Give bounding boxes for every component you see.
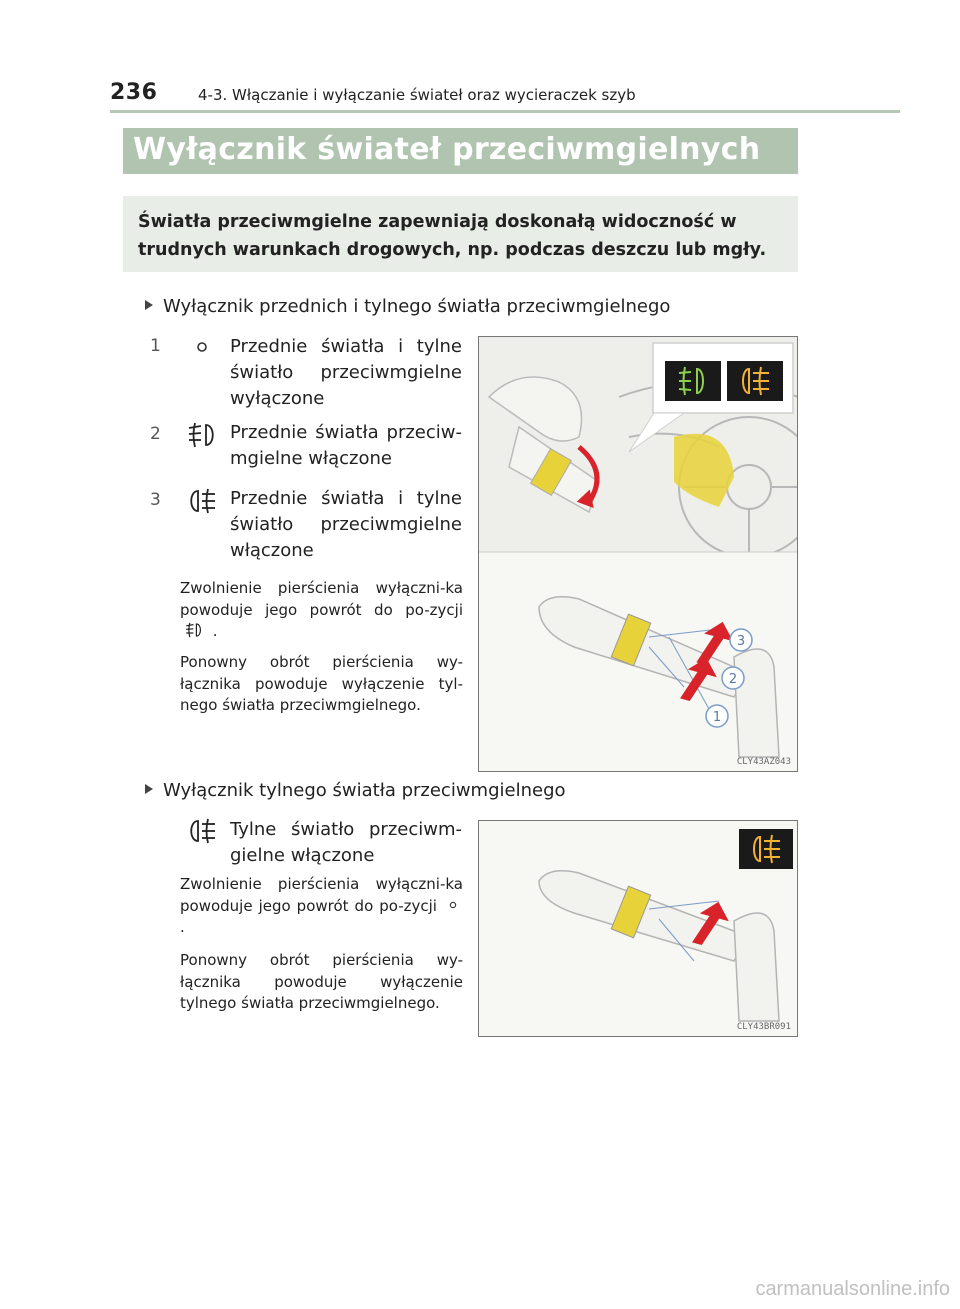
section2-note1-text: Zwolnienie pierścienia wyłączni-ka powoduje jego powrót do po-zycji <box>180 875 463 915</box>
section2-note1-end: . <box>180 918 185 936</box>
off-circle-icon <box>186 334 218 364</box>
callout-3: 3 <box>736 634 746 649</box>
rear-fog-light-icon <box>186 486 218 516</box>
section2-note2: Ponowny obrót pierścienia wy-łącznika powoduje wyłączenie tylnego światła przeciwmgielnego. <box>180 951 463 1012</box>
section2-heading <box>145 780 566 801</box>
item-number-2: 2 <box>150 424 161 444</box>
front-fog-light-icon <box>180 621 208 639</box>
section1-note1-end: . <box>212 622 218 640</box>
section1-note2: Ponowny obrót pierścienia wy-łącznika powoduje wyłączenie tyl-nego światła przeciwmgielnego. <box>180 653 463 714</box>
section1-heading-text: Wyłącznik przednich i tylnego światła przeciwmgielnego <box>163 296 671 317</box>
rear-fog-light-icon <box>186 816 218 846</box>
callout-2: 2 <box>728 672 738 687</box>
header-rule <box>110 110 900 113</box>
page-number: 236 <box>110 80 158 105</box>
section2-item-text: Tylne światło przeciwm-gielne włączone <box>230 819 462 866</box>
title-banner <box>123 128 798 174</box>
item-text-2: Przednie światła przeciw-mgielne włączone <box>230 422 462 469</box>
bullet-triangle-icon <box>145 300 153 310</box>
bullet-triangle-icon <box>145 784 153 794</box>
section2-note1 <box>180 874 463 939</box>
section-title: 4-3. Włączanie i wyłączanie świateł oraz wycieraczek szyb <box>198 86 636 104</box>
item-text-3: Przednie światła i tylne światło przeciwmgielne włączone <box>230 488 462 561</box>
section1-heading <box>145 296 670 317</box>
item-text-1: Przednie światła i tylne światło przeciwmgielne wyłączone <box>230 336 462 409</box>
section1-note1 <box>180 578 463 643</box>
intro-text: Światła przeciwmgielne zapewniają doskonałą widoczność w trudnych warunkach drogowych, np. podczas deszczu lub mgły. <box>138 212 767 260</box>
intro-box <box>123 196 798 272</box>
front-fog-indicator-icon <box>665 361 721 401</box>
section2-heading-text: Wyłącznik tylnego światła przeciwmgielnego <box>163 780 566 801</box>
section1-note1-text: Zwolnienie pierścienia wyłączni-ka powoduje jego powrót do po-zycji <box>180 579 463 619</box>
page-title: Wyłącznik świateł przeciwmgielnych <box>133 132 761 167</box>
item-number-3: 3 <box>150 490 161 510</box>
callout-1: 1 <box>712 710 722 725</box>
item-number-1: 1 <box>150 336 161 356</box>
figure-code: CLY43AZ043 <box>736 757 791 767</box>
fog-switch-illustration <box>479 337 798 772</box>
watermark: carmanualsonline.info <box>755 1278 950 1300</box>
figure-front-rear-fog-switch <box>478 336 798 772</box>
figure-rear-fog-switch <box>478 820 798 1037</box>
front-fog-light-icon <box>186 420 218 450</box>
rear-fog-switch-illustration <box>479 821 798 1037</box>
off-circle-icon <box>443 897 463 913</box>
figure-code: CLY43BR091 <box>736 1022 791 1032</box>
